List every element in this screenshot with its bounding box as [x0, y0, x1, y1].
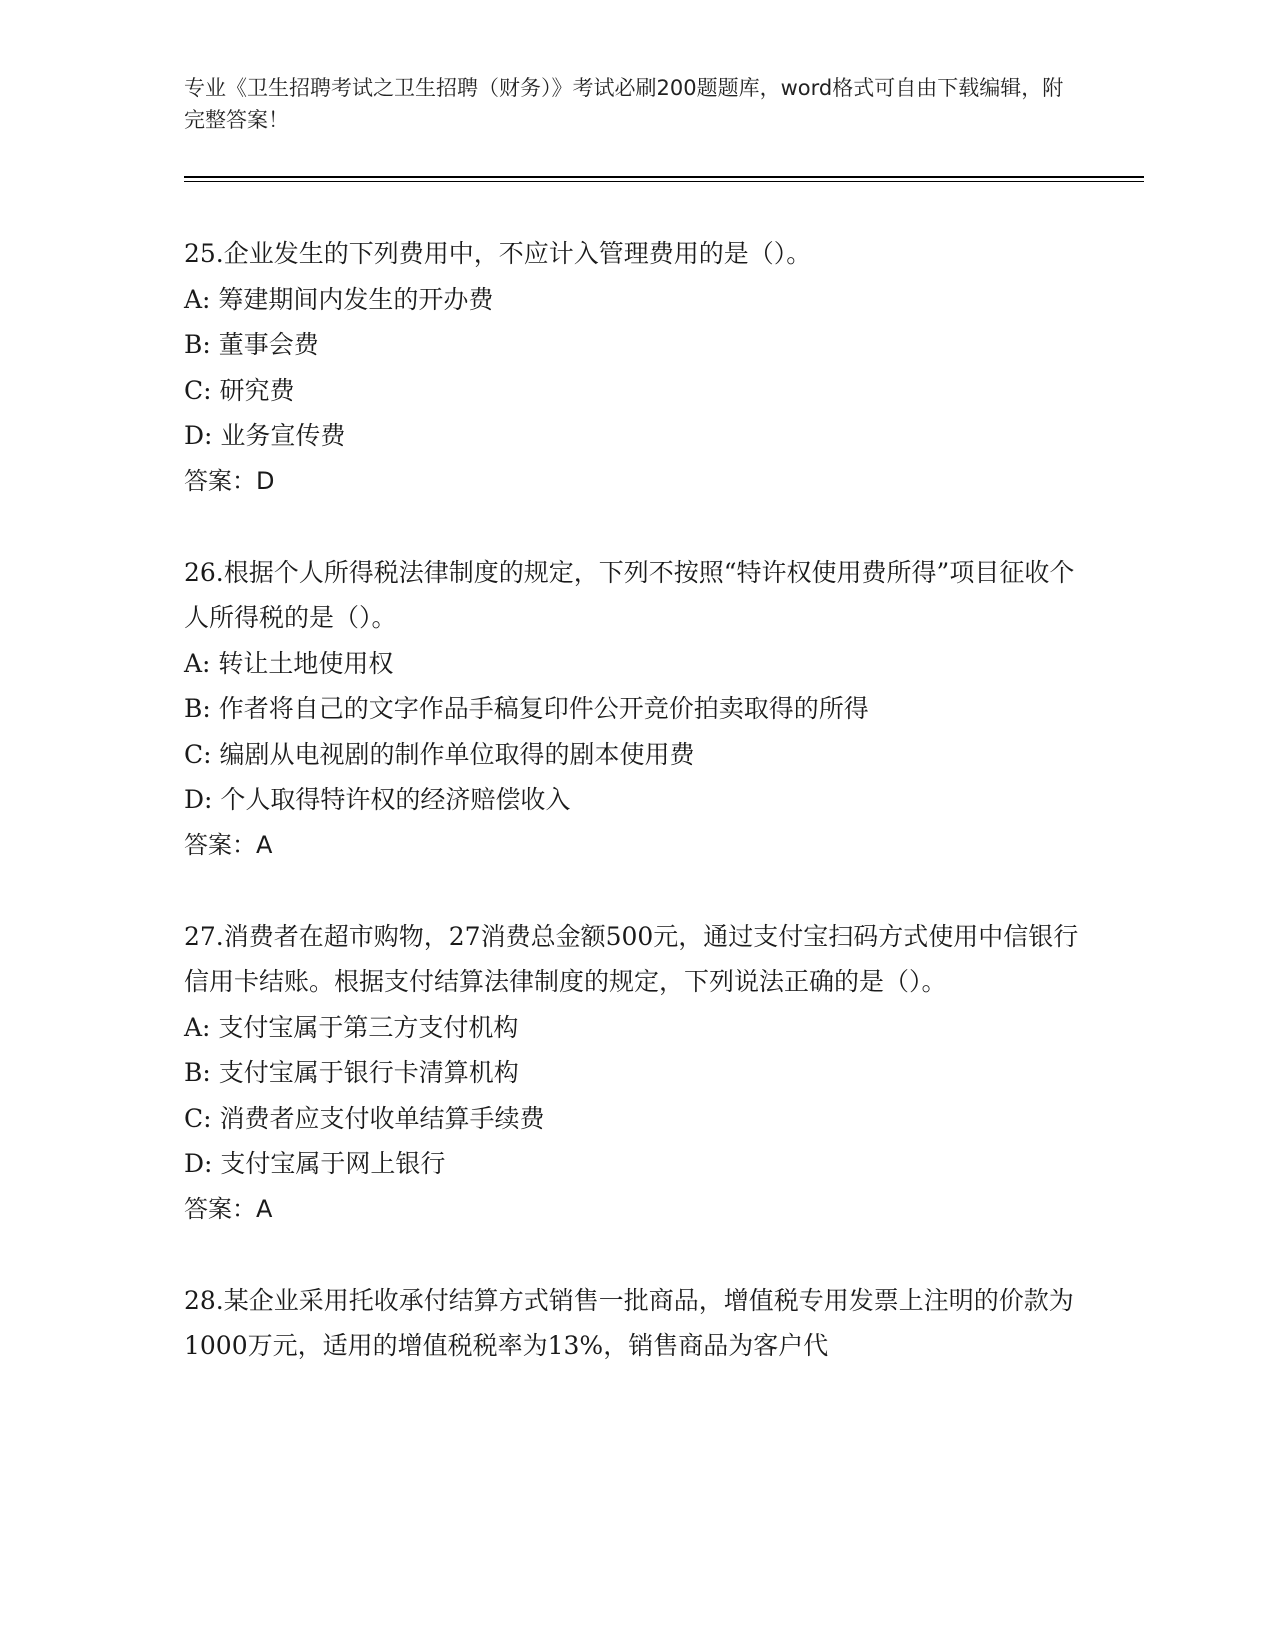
option-b: B: 支付宝属于银行卡清算机构: [184, 1058, 519, 1087]
option-b: B: 董事会费: [184, 330, 319, 359]
option-d: D: 业务宣传费: [184, 421, 346, 450]
option-a: A: 转让土地使用权: [184, 648, 394, 678]
answer: 答案：A: [184, 830, 273, 859]
question-25: [184, 231, 1084, 504]
question-stem: 25.企业发生的下列费用中，不应计入管理费用的是（）。: [184, 239, 812, 268]
answer: 答案：A: [184, 1194, 273, 1223]
option-a: A: 筹建期间内发生的开办费: [184, 284, 494, 314]
option-d: D: 支付宝属于网上银行: [184, 1149, 446, 1178]
answer: 答案：D: [184, 466, 275, 495]
option-b: B: 作者将自己的文字作品手稿复印件公开竞价拍卖取得的所得: [184, 694, 869, 723]
header-divider: [184, 176, 1144, 178]
document-header: 专业《卫生招聘考试之卫生招聘（财务）》考试必刷200题题库，word格式可自由下载编辑，附完整答案！: [184, 76, 1064, 132]
question-stem: 26.根据个人所得税法律制度的规定，下列不按照“特许权使用费所得”项目征收个人所得税的是（）。: [184, 557, 1075, 632]
question-28: [184, 1278, 1084, 1369]
header-divider-thin: [184, 181, 1144, 182]
question-list: [184, 231, 1084, 1369]
option-c: C: 消费者应支付收单结算手续费: [184, 1103, 545, 1133]
question-stem: 27.消费者在超市购物，27消费总金额500元，通过支付宝扫码方式使用中信银行信用卡结账。根据支付结算法律制度的规定，下列说法正确的是（）。: [184, 921, 1079, 996]
option-a: A: 支付宝属于第三方支付机构: [184, 1012, 519, 1042]
option-c: C: 编剧从电视剧的制作单位取得的剧本使用费: [184, 739, 695, 769]
option-d: D: 个人取得特许权的经济赔偿收入: [184, 785, 571, 814]
question-27: [184, 914, 1084, 1233]
question-26: [184, 550, 1084, 869]
question-stem: 28.某企业采用托收承付结算方式销售一批商品，增值税专用发票上注明的价款为1000万元，适用的增值税税率为13%，销售商品为客户代: [184, 1285, 1074, 1360]
option-c: C: 研究费: [184, 375, 295, 405]
